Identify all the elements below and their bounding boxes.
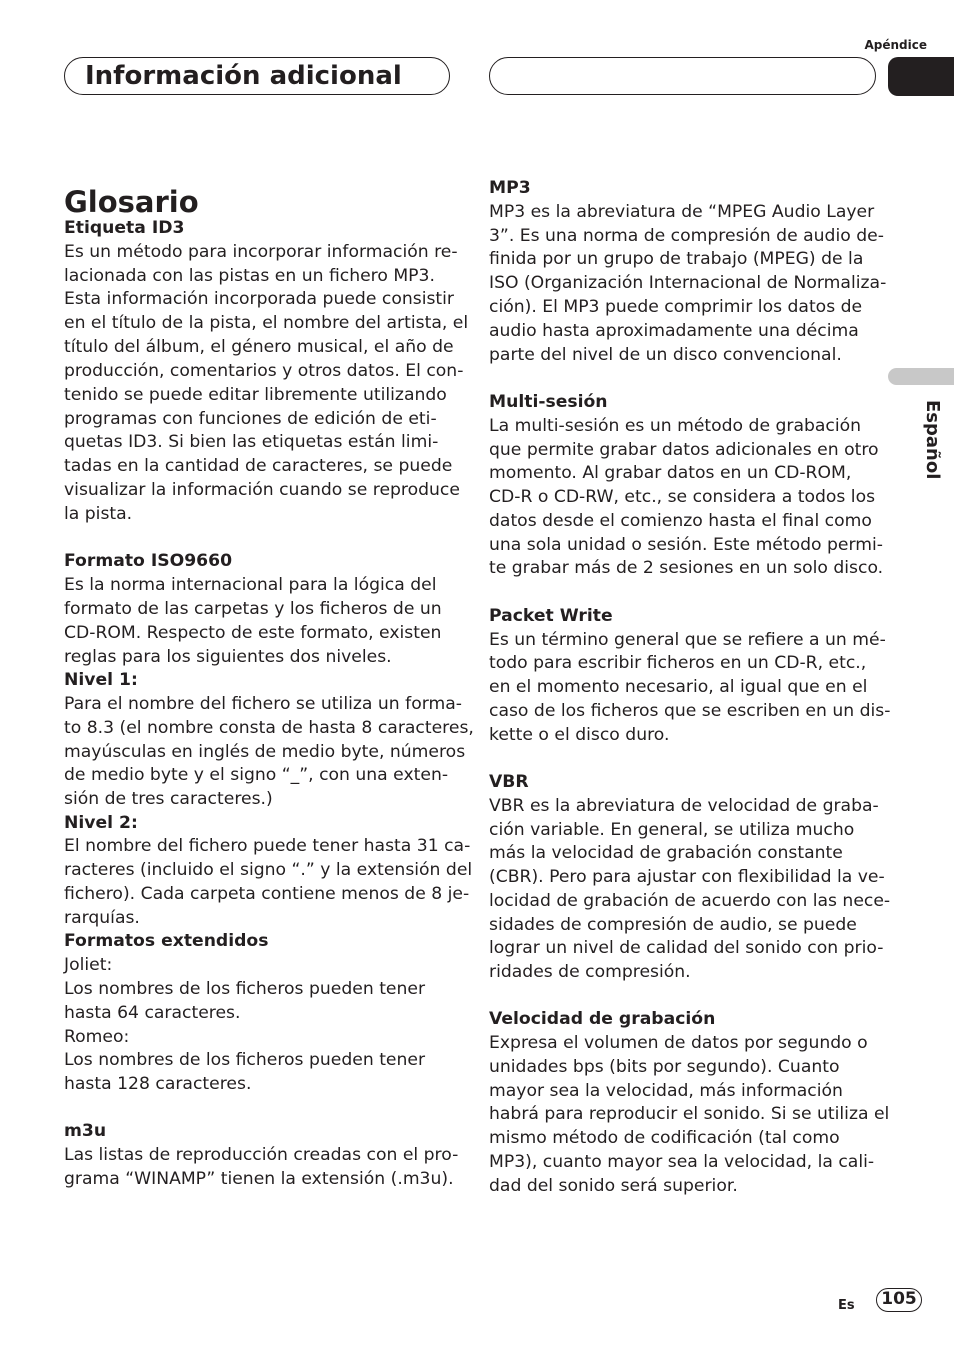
glossary-text-line: lacionada con las pistas en un fichero MP3. [64,266,435,286]
glossary-text-line: CD-ROM. Respecto de este formato, existen [64,623,442,643]
glossary-text-line: hasta 64 caracteres. [64,1003,241,1023]
glossary-text-line: quetas ID3. Si bien las etiquetas están limi- [64,432,439,452]
footer-lang-code: Es [838,1298,855,1313]
glossary-text-line: mismo método de codificación (tal como [489,1128,840,1148]
glossary-text-line: Romeo: [64,1027,130,1047]
page-number: 105 [876,1288,922,1312]
glossary-text-line: programas con funciones de edición de eti- [64,409,437,429]
glossary-text-line: racteres (incluido el signo “.” y la extensión del [64,860,473,880]
glossary-text-line: en el título de la pista, el nombre del artista, el [64,313,469,333]
glossary-text-line: MP3), cuanto mayor sea la velocidad, la cali- [489,1152,875,1172]
glossary-text-line: mayúsculas en inglés de medio byte, números [64,742,466,762]
appendix-label: Apéndice [864,38,927,52]
glossary-text-line: Los nombres de los ficheros pueden tener [64,979,426,999]
glossary-text-line: formato de las carpetas y los ficheros de un [64,599,442,619]
side-language-label: Español [922,400,943,480]
glossary-text-line: finida por un grupo de trabajo (MPEG) de la [489,249,864,269]
glossary-term: Velocidad de grabación [489,1009,716,1029]
glossary-text-line: título del álbum, el género musical, el año de [64,337,454,357]
glossary-text-line: to 8.3 (el nombre consta de hasta 8 caracteres, [64,718,474,738]
glossary-text-line: todo para escribir ficheros en un CD-R, etc., [489,653,867,673]
glossary-text-line: 3”. Es una norma de compresión de audio de- [489,226,884,246]
glossary-text-line: fichero). Cada carpeta contiene menos de 8 je- [64,884,470,904]
glossary-text-line: Esta información incorporada puede consistir [64,289,454,309]
glossary-text-line: audio hasta aproximadamente una décima [489,321,859,341]
section-title: Información adicional [64,57,450,95]
glossary-text-line: parte del nivel de un disco convencional. [489,345,842,365]
glossary-text-line: CD-R o CD-RW, etc., se considera a todos los [489,487,876,507]
glossary-text-line: producción, comentarios y otros datos. El con- [64,361,464,381]
glossary-text-line: grama “WINAMP” tienen la extensión (.m3u). [64,1169,454,1189]
glossary-text-line: que permite grabar datos adicionales en otro [489,440,879,460]
glossary-text-line: tadas en la cantidad de caracteres, se puede [64,456,453,476]
glossary-text-line: Los nombres de los ficheros pueden tener [64,1050,426,1070]
glossary-text-line: Es la norma internacional para la lógica del [64,575,437,595]
glossary-term: Nivel 1: [64,670,138,690]
glossary-term: Nivel 2: [64,813,138,833]
header-empty-box [489,57,876,95]
glossary-text-line: Para el nombre del fichero se utiliza un forma- [64,694,462,714]
glossary-text-line: Joliet: [64,955,113,975]
glossary-text-line: tenido se puede editar libremente utilizando [64,385,447,405]
glossary-text-line: La multi-sesión es un método de grabación [489,416,862,436]
glossary-text-line: de medio byte y el signo “_”, con una exten- [64,765,449,785]
glossary-text-line: ISO (Organización Internacional de Normaliza- [489,273,887,293]
glossary-title: Glosario [64,185,199,219]
glossary-text-line: sión de tres caracteres.) [64,789,273,809]
glossary-text-line: unidades bps (bits por segundo). Cuanto [489,1057,840,1077]
header-tab [888,57,954,96]
glossary-text-line: ción variable. En general, se utiliza mucho [489,820,855,840]
glossary-text-line: kette o el disco duro. [489,725,670,745]
glossary-text-line: Expresa el volumen de datos por segundo o [489,1033,868,1053]
glossary-text-line: datos desde el comienzo hasta el final como [489,511,872,531]
glossary-text-line: dad del sonido será superior. [489,1176,738,1196]
glossary-text-line: habrá para reproducir el sonido. Si se utiliza el [489,1104,890,1124]
glossary-term: Etiqueta ID3 [64,218,185,238]
glossary-text-line: ridades de compresión. [489,962,691,982]
glossary-text-line: más la velocidad de grabación constante [489,843,843,863]
side-language-marker [888,368,954,385]
glossary-term: MP3 [489,178,531,198]
glossary-text-line: locidad de grabación de acuerdo con las nece- [489,891,891,911]
glossary-term: Formato ISO9660 [64,551,233,571]
glossary-text-line: hasta 128 caracteres. [64,1074,252,1094]
glossary-text-line: visualizar la información cuando se reproduce [64,480,460,500]
glossary-text-line: caso de los ficheros que se escriben en un dis- [489,701,891,721]
glossary-text-line: (CBR). Pero para ajustar con flexibilidad la ve- [489,867,885,887]
glossary-text-line: te grabar más de 2 sesiones en un solo disco. [489,558,884,578]
glossary-text-line: Las listas de reproducción creadas con el pro- [64,1145,459,1165]
glossary-text-line: sidades de compresión de audio, se puede [489,915,857,935]
glossary-text-line: momento. Al grabar datos en un CD-ROM, [489,463,852,483]
glossary-term: Packet Write [489,606,613,626]
glossary-text-line: ción). El MP3 puede comprimir los datos de [489,297,863,317]
glossary-term: Multi-sesión [489,392,608,412]
glossary-text-line: El nombre del fichero puede tener hasta 31 ca- [64,836,471,856]
glossary-text-line: en el momento necesario, al igual que en el [489,677,868,697]
glossary-text-line: reglas para los siguientes dos niveles. [64,647,392,667]
glossary-text-line: Es un término general que se refiere a un mé- [489,630,886,650]
glossary-text-line: mayor sea la velocidad, más información [489,1081,843,1101]
glossary-text-line: una sola unidad o sesión. Este método permi- [489,535,883,555]
glossary-text-line: VBR es la abreviatura de velocidad de graba- [489,796,879,816]
glossary-term: Formatos extendidos [64,931,269,951]
glossary-text-line: rarquías. [64,908,140,928]
glossary-text-line: Es un método para incorporar información re- [64,242,458,262]
glossary-term: m3u [64,1121,107,1141]
glossary-text-line: lograr un nivel de calidad del sonido con prio- [489,938,884,958]
glossary-term: VBR [489,772,529,792]
glossary-text-line: la pista. [64,504,133,524]
glossary-text-line: MP3 es la abreviatura de “MPEG Audio Layer [489,202,875,222]
